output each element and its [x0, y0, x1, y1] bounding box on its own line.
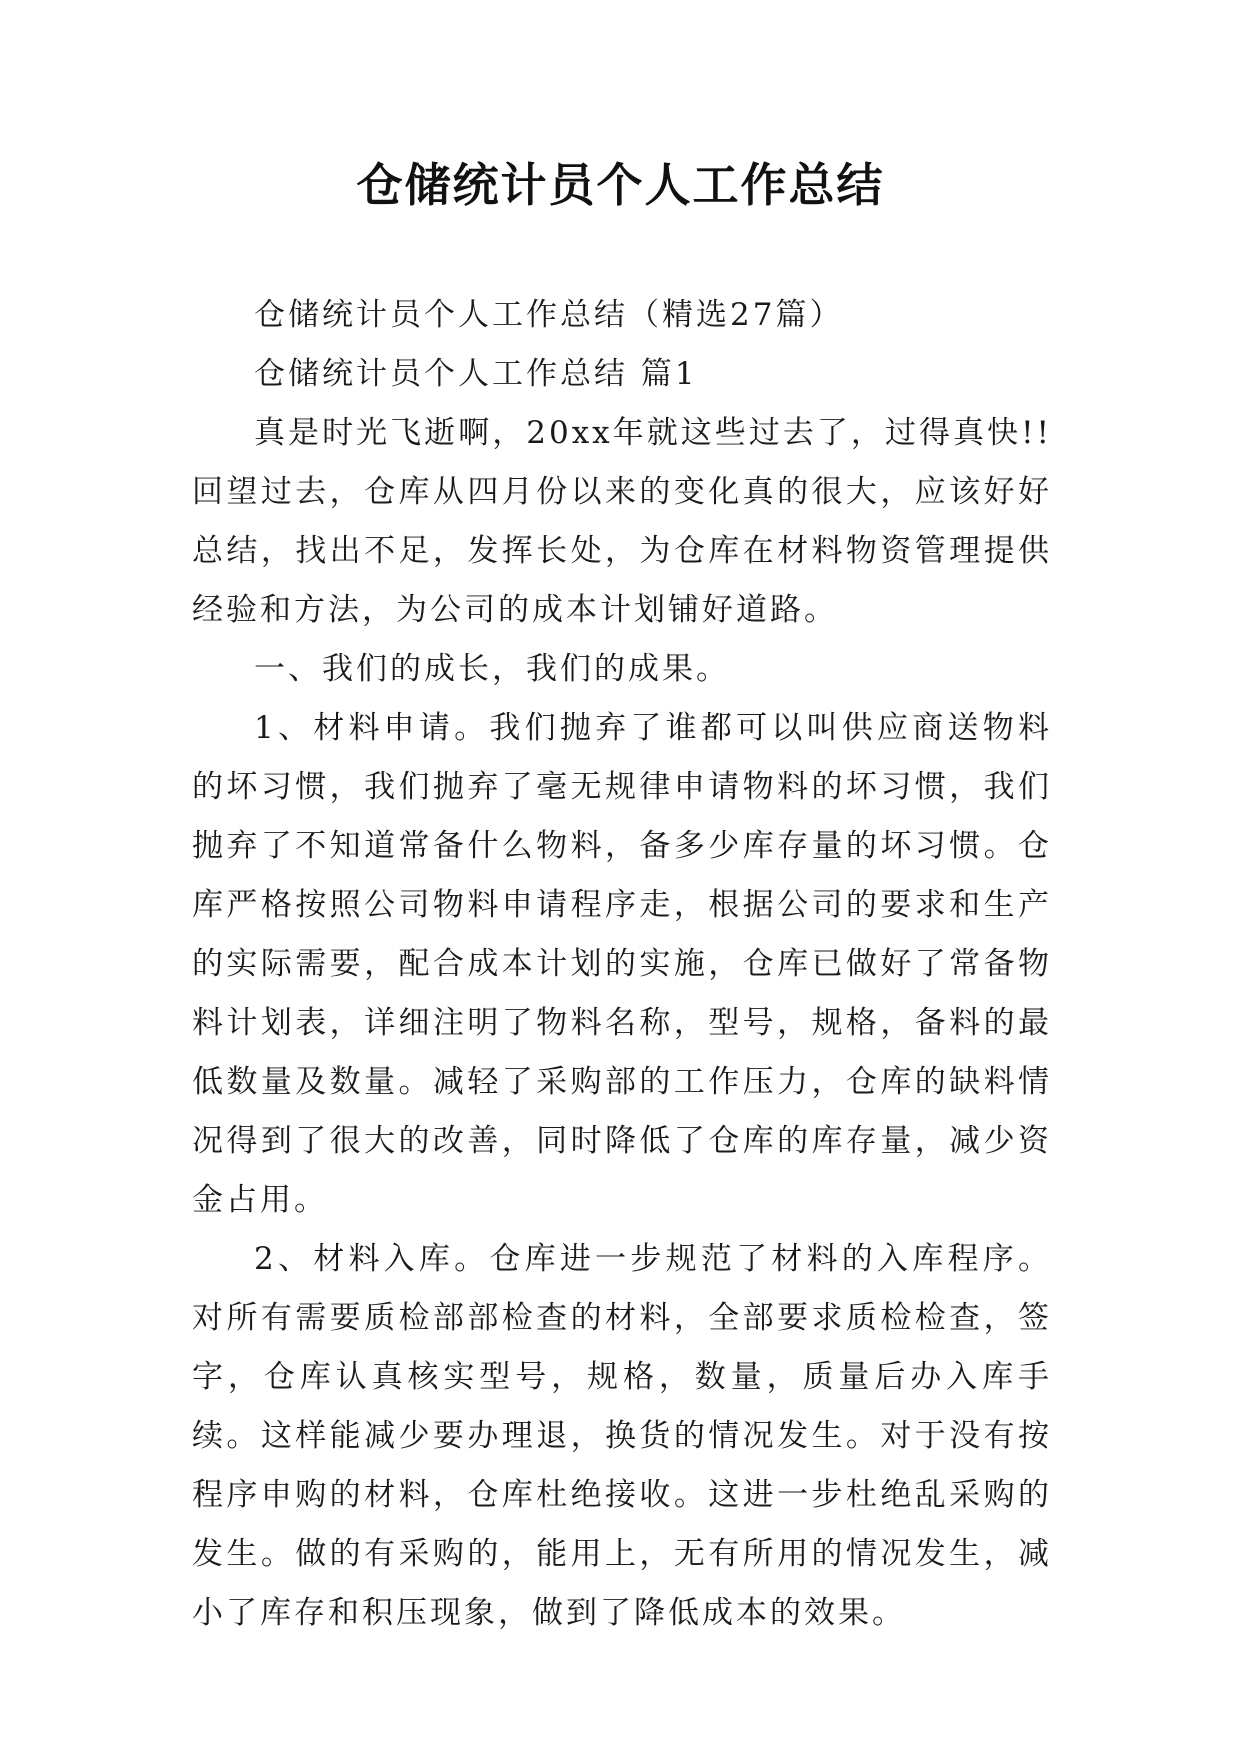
paragraph-heading-one: 一、我们的成长，我们的成果。 [254, 651, 730, 687]
paragraph-intro: 真是时光飞逝啊，20xx年就这些过去了，过得真快!!回望过去，仓库从四月份以来的变化真的很大，应该好好总结，找出不足，发挥长处，为仓库在材料物资管理提供经验和方法，为公司的成本计划铺好道路。 [192, 415, 1052, 628]
paragraph-section-heading: 仓储统计员个人工作总结 篇1 [254, 356, 698, 392]
paragraph-subtitle: 仓储统计员个人工作总结（精选27篇） [254, 297, 844, 333]
paragraph-item-1: 1、材料申请。我们抛弃了谁都可以叫供应商送物料的坏习惯，我们抛弃了毫无规律申请物料的坏习惯，我们抛弃了不知道常备什么物料，备多少库存量的坏习惯。仓库严格按照公司物料申请程序走，根据公司的要求和生产的实际需要，配合成本计划的实施，仓库已做好了常备物料计划表，详细注明了物料名称，型号，规格，备料的最低数量及数量。减轻了采购部的工作压力，仓库的缺料情况得到了很大的改善，同时降低了仓库的库存量，减少资金占用。 [192, 710, 1052, 1218]
document-title: 仓储统计员个人工作总结 [356, 158, 885, 212]
paragraph-item-2: 2、材料入库。仓库进一步规范了材料的入库程序。对所有需要质检部部检查的材料，全部要求质检检查，签字，仓库认真核实型号，规格，数量，质量后办入库手续。这样能减少要办理退，换货的情况发生。对于没有按程序申购的材料，仓库杜绝接收。这进一步杜绝乱采购的发生。做的有采购的，能用上，无有所用的情况发生，减小了库存和积压现象，做到了降低成本的效果。 [192, 1241, 1052, 1631]
document-body [192, 286, 1052, 1643]
